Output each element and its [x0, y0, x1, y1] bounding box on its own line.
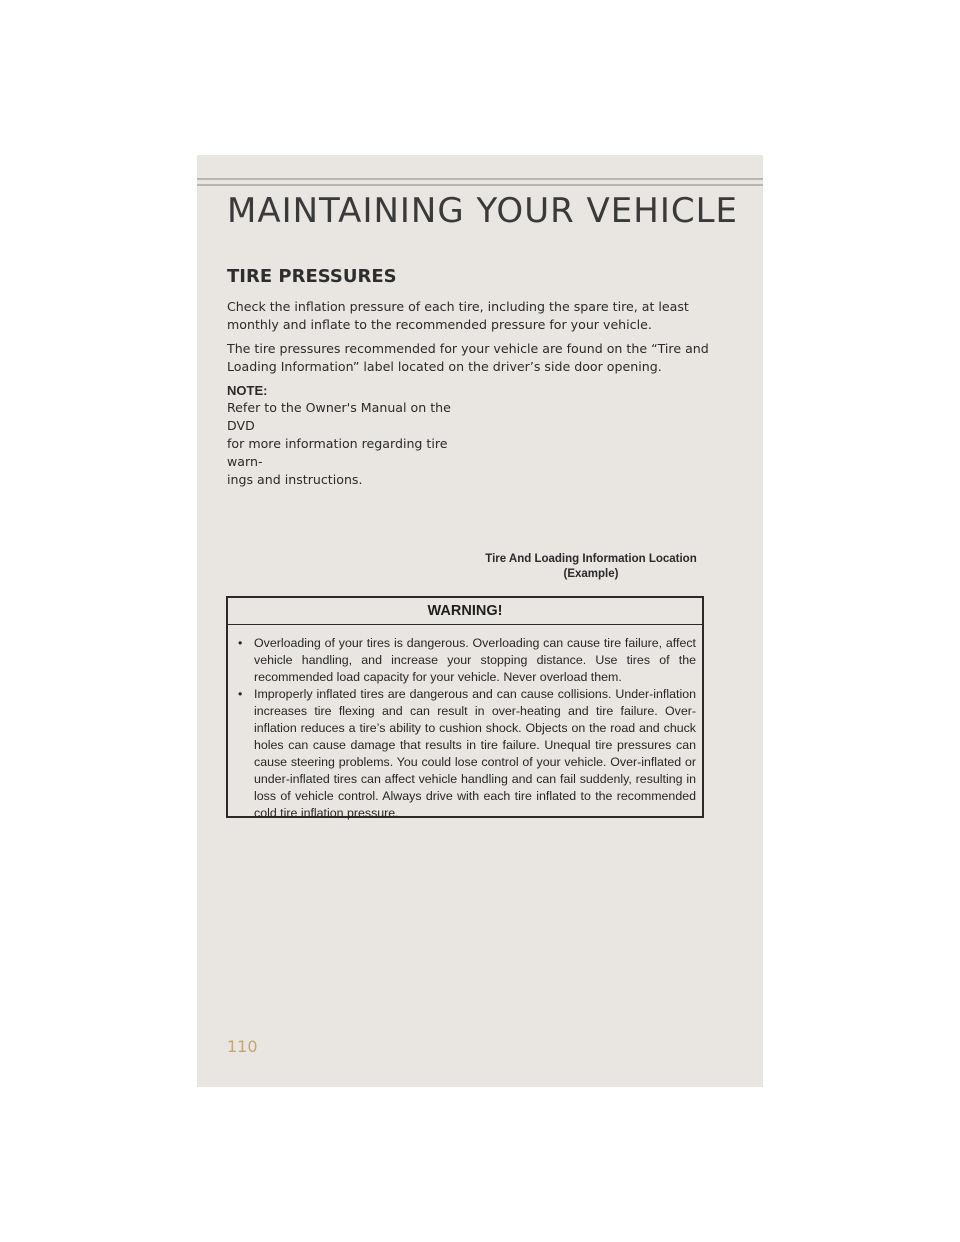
warning-item-overloading — [236, 635, 696, 686]
paragraph-recommended-pressures: The tire pressures recommended for your vehicle are found on the “Tire and Loading Information” label located on the driver’s side door opening. — [227, 341, 709, 374]
image-caption: Tire And Loading Information Location (Example) — [485, 553, 697, 580]
header-rule-bottom — [197, 184, 763, 186]
page-number: 110 — [227, 1037, 258, 1056]
manual-page — [197, 155, 763, 1087]
bullet-icon: • — [238, 687, 243, 701]
note-text: Refer to the Owner's Manual on the DVD for more information regarding tire warn- ings and instructions. — [227, 400, 451, 487]
bullet-icon: • — [238, 636, 243, 650]
section-title: MAINTAINING YOUR VEHICLE — [227, 191, 739, 231]
warning-box — [226, 596, 704, 818]
warning-item-text: Improperly inflated tires are dangerous and can cause collisions. Under-inflation increases tire flexing and can result in over-heating and tire failure. Over-inflation reduces a tire’s ability to cushion shock. Objects on the road and chuck holes can cause damage that results in tire failure. Unequal tire pressures can cause steering problems. You could lose control of your vehicle. Over-inflated or under-inflated tires can affect vehicle handling and can fail suddenly, resulting in loss of vehicle control. Always drive with each tire inflated to the recommended cold tire inflation pressure. — [254, 687, 696, 820]
tire-pressures-heading: TIRE PRESSURES — [227, 266, 397, 287]
header-rule-top — [197, 178, 763, 180]
warning-item-inflation — [236, 686, 696, 822]
warning-item-text: Overloading of your tires is dangerous. Overloading can cause tire failure, affect vehicle handling, and increase your stopping distance. Use tires of the recommended load capacity for your vehicle. Never overload them. — [254, 636, 696, 684]
paragraph-monthly-check: Check the inflation pressure of each tire, including the spare tire, at least monthly and inflate to the recommended pressure for your vehicle. — [227, 299, 689, 332]
warning-list — [228, 625, 702, 822]
warning-title: WARNING! — [228, 598, 702, 625]
note-label: NOTE: — [227, 383, 268, 398]
